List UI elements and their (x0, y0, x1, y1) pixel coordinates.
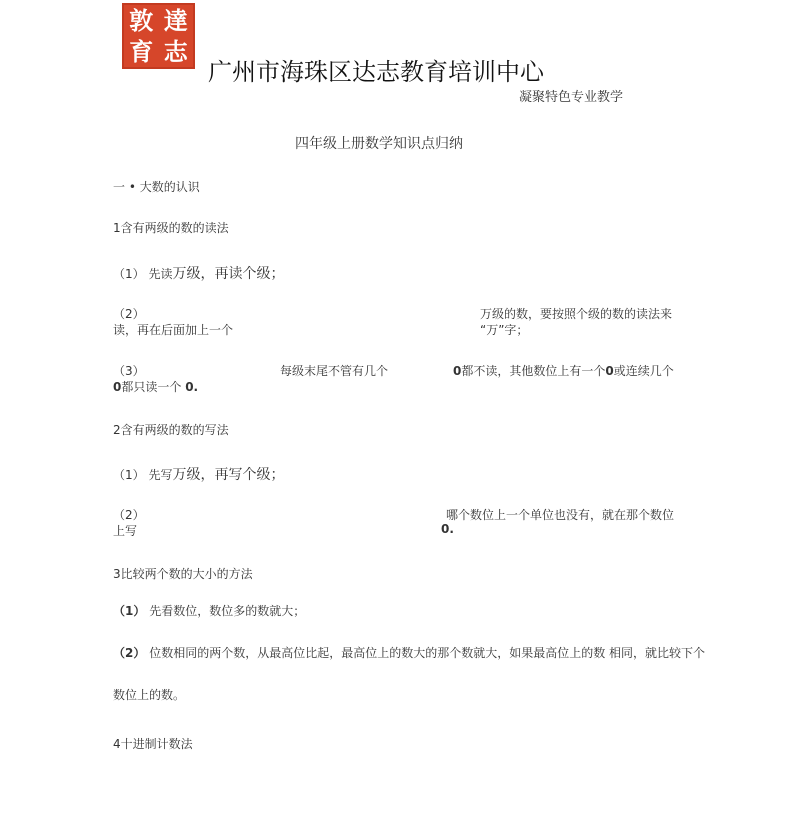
step-text: 个级； (242, 266, 285, 282)
step-text: 都只读一个 (121, 380, 182, 394)
step-line (113, 464, 284, 484)
step-number: （1） (113, 604, 146, 618)
step-text (113, 378, 198, 395)
item-heading: 1含有两级的数的读法 (113, 221, 229, 235)
step-text: 读，再在后面加上一个 (113, 323, 234, 337)
digit-zero: 0. (185, 380, 199, 394)
step-text: “万”字； (480, 323, 529, 337)
step-text: 先看数位，数位多的数就大； (149, 604, 306, 618)
seal-char: 志 (163, 37, 188, 66)
step-text: 数位上的数。 (113, 688, 186, 702)
school-name: 广州市海珠区达志教育培训中心 (208, 58, 544, 86)
digit-zero: 0 (453, 364, 462, 378)
step-text: 哪个数位上一个单位也没有，就在那个数位 (446, 508, 675, 522)
step-text (453, 362, 674, 379)
step-line (113, 644, 705, 661)
step-text: 个级； (242, 467, 285, 483)
step-text: 先写 (148, 468, 173, 482)
step-text: 万级，再读 (172, 266, 243, 282)
slogan: 凝聚特色专业教学 (519, 90, 624, 105)
item-heading: 2含有两级的数的写法 (113, 423, 229, 437)
step-number: （1） (113, 267, 145, 281)
step-line (113, 263, 284, 283)
document-title: 四年级上册数学知识点归纳 (295, 136, 463, 152)
seal-char: 敦 (129, 6, 154, 35)
digit-zero: 0 (605, 364, 614, 378)
step-number: （3） (113, 364, 145, 378)
seal-char: 達 (163, 6, 188, 35)
step-text: 上写 (113, 524, 138, 538)
step-number: （2） (113, 646, 146, 660)
step-text: 万级，再写 (172, 467, 243, 483)
step-text: 先读 (148, 267, 173, 281)
step-number: （2） (113, 307, 145, 321)
step-text: 万级的数，要按照个级的数的读法来 (480, 307, 673, 321)
digit-zero: 0. (441, 522, 454, 536)
step-line (113, 602, 305, 619)
step-text: 都不读，其他数位上有一个 (461, 364, 606, 378)
item-heading: 4十进制计数法 (113, 737, 193, 751)
digit-zero: 0 (113, 380, 122, 394)
section-heading: 一 • 大数的认识 (113, 180, 200, 194)
step-number: （2） (113, 508, 145, 522)
step-text: 位数相同的两个数，从最高位比起，最高位上的数大的那个数就大，如果最高位上的数 相同，就比较下个 (149, 646, 706, 660)
step-text: 或连续几个 (613, 364, 674, 378)
seal-char: 育 (129, 37, 154, 66)
step-text: 每级末尾不管有几个 (280, 364, 389, 378)
item-heading: 3比较两个数的大小的方法 (113, 567, 253, 581)
step-number: （1） (113, 468, 145, 482)
seal-logo (122, 3, 195, 69)
